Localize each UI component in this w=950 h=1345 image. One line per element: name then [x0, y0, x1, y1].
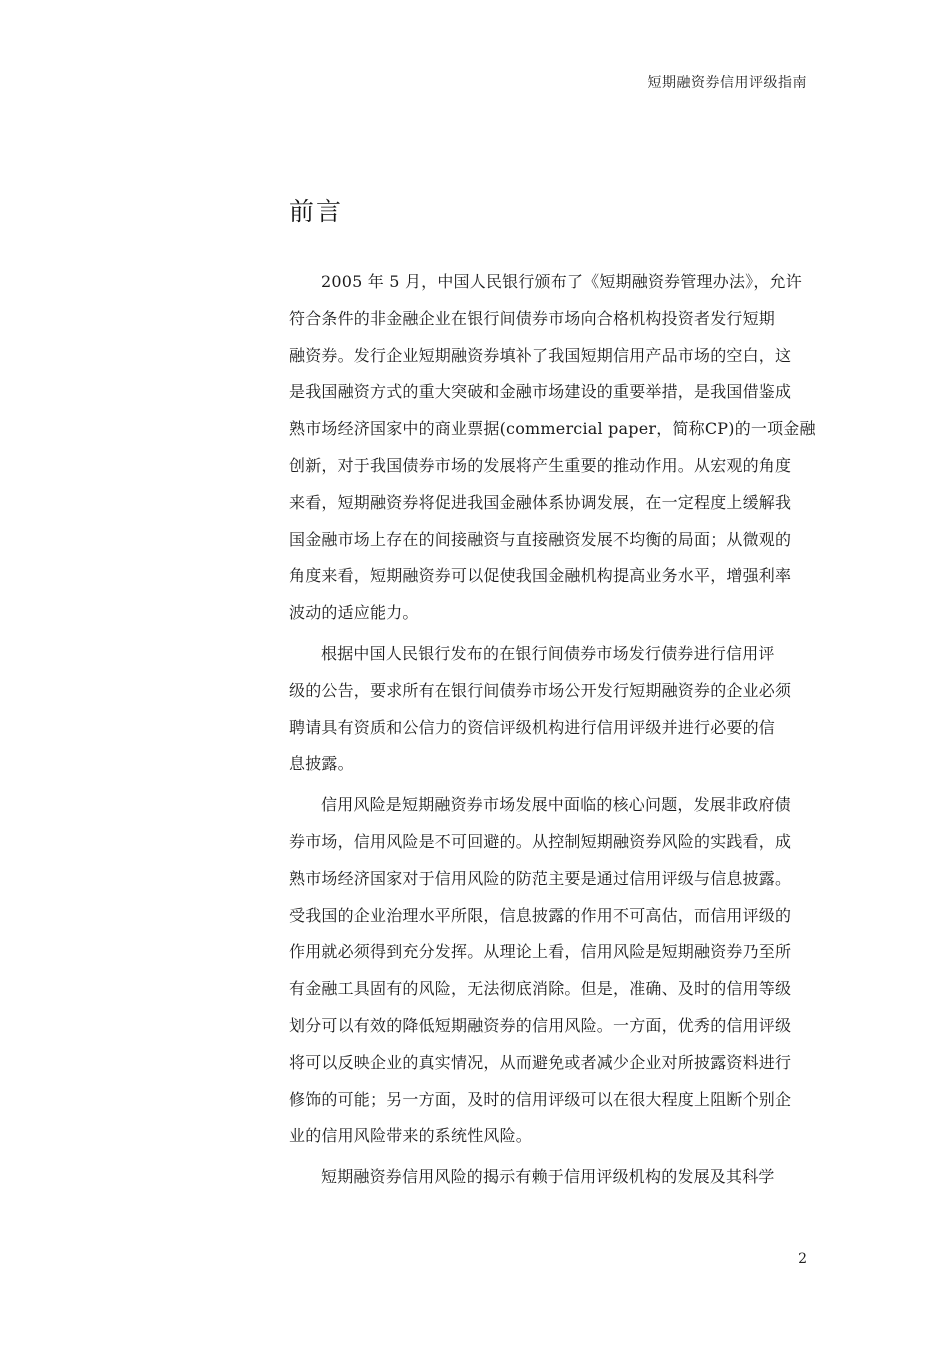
paragraph-line: 息披露。 [289, 754, 354, 774]
body-text [289, 264, 829, 1200]
paragraph-line: 信用风险是短期融资券市场发展中面临的核心问题，发展非政府债 [321, 795, 791, 815]
paragraph-line: 2005 年 5 月，中国人民银行颁布了《短期融资券管理办法》，允许 [321, 272, 802, 291]
paragraph-line: 作用就必须得到充分发挥。从理论上看，信用风险是短期融资券乃至所 [289, 942, 792, 962]
paragraph-line: 符合条件的非金融企业在银行间债券市场向合格机构投资者发行短期 [289, 308, 776, 328]
paragraph-line: 融资券。发行企业短期融资券填补了我国短期信用产品市场的空白，这 [289, 345, 792, 365]
paragraph-line: 波动的适应能力。 [289, 603, 419, 623]
paragraph-line: 聘请具有资质和公信力的资信评级机构进行信用评级并进行必要的信 [289, 717, 776, 737]
paragraph-line: 业的信用风险带来的系统性风险。 [289, 1126, 533, 1146]
paragraph-line: 创新，对于我国债券市场的发展将产生重要的推动作用。从宏观的角度 [289, 455, 792, 475]
section-title: 前言 [289, 197, 344, 226]
paragraph-line: 根据中国人民银行发布的在银行间债券市场发行债券进行信用评 [321, 643, 775, 663]
paragraph-1 [289, 264, 829, 632]
paragraph-line: 受我国的企业治理水平所限，信息披露的作用不可高估，而信用评级的 [289, 905, 792, 925]
paragraph-line: 级的公告，要求所有在银行间债券市场公开发行短期融资券的企业必须 [289, 680, 792, 700]
paragraph-4 [289, 1159, 829, 1196]
paragraph-line: 划分可以有效的降低短期融资券的信用风险。一方面，优秀的信用评级 [289, 1015, 792, 1035]
paragraph-line: 有金融工具固有的风险，无法彻底消除。但是，准确、及时的信用等级 [289, 979, 792, 999]
paragraph-line: 将可以反映企业的真实情况，从而避免或者减少企业对所披露资料进行 [289, 1052, 792, 1072]
page-number: 2 [798, 1251, 807, 1267]
paragraph-line: 短期融资券信用风险的揭示有赖于信用评级机构的发展及其科学 [321, 1167, 775, 1187]
paragraph-line: 熟市场经济国家中的商业票据(commercial paper，简称CP)的一项金融 [289, 419, 816, 439]
paragraph-line: 角度来看，短期融资券可以促使我国金融机构提高业务水平，增强利率 [289, 566, 792, 586]
paragraph-line: 来看，短期融资券将促进我国金融体系协调发展，在一定程度上缓解我 [289, 492, 792, 512]
paragraph-line: 熟市场经济国家对于信用风险的防范主要是通过信用评级与信息披露。 [289, 868, 792, 888]
running-header: 短期融资券信用评级指南 [647, 75, 807, 91]
paragraph-3 [289, 787, 829, 1155]
paragraph-2 [289, 636, 829, 783]
paragraph-line: 是我国融资方式的重大突破和金融市场建设的重要举措，是我国借鉴成 [289, 382, 792, 402]
paragraph-line: 券市场，信用风险是不可回避的。从控制短期融资券风险的实践看，成 [289, 831, 792, 851]
paragraph-line: 修饰的可能；另一方面，及时的信用评级可以在很大程度上阻断个别企 [289, 1089, 792, 1109]
paragraph-line: 国金融市场上存在的间接融资与直接融资发展不均衡的局面；从微观的 [289, 529, 792, 549]
